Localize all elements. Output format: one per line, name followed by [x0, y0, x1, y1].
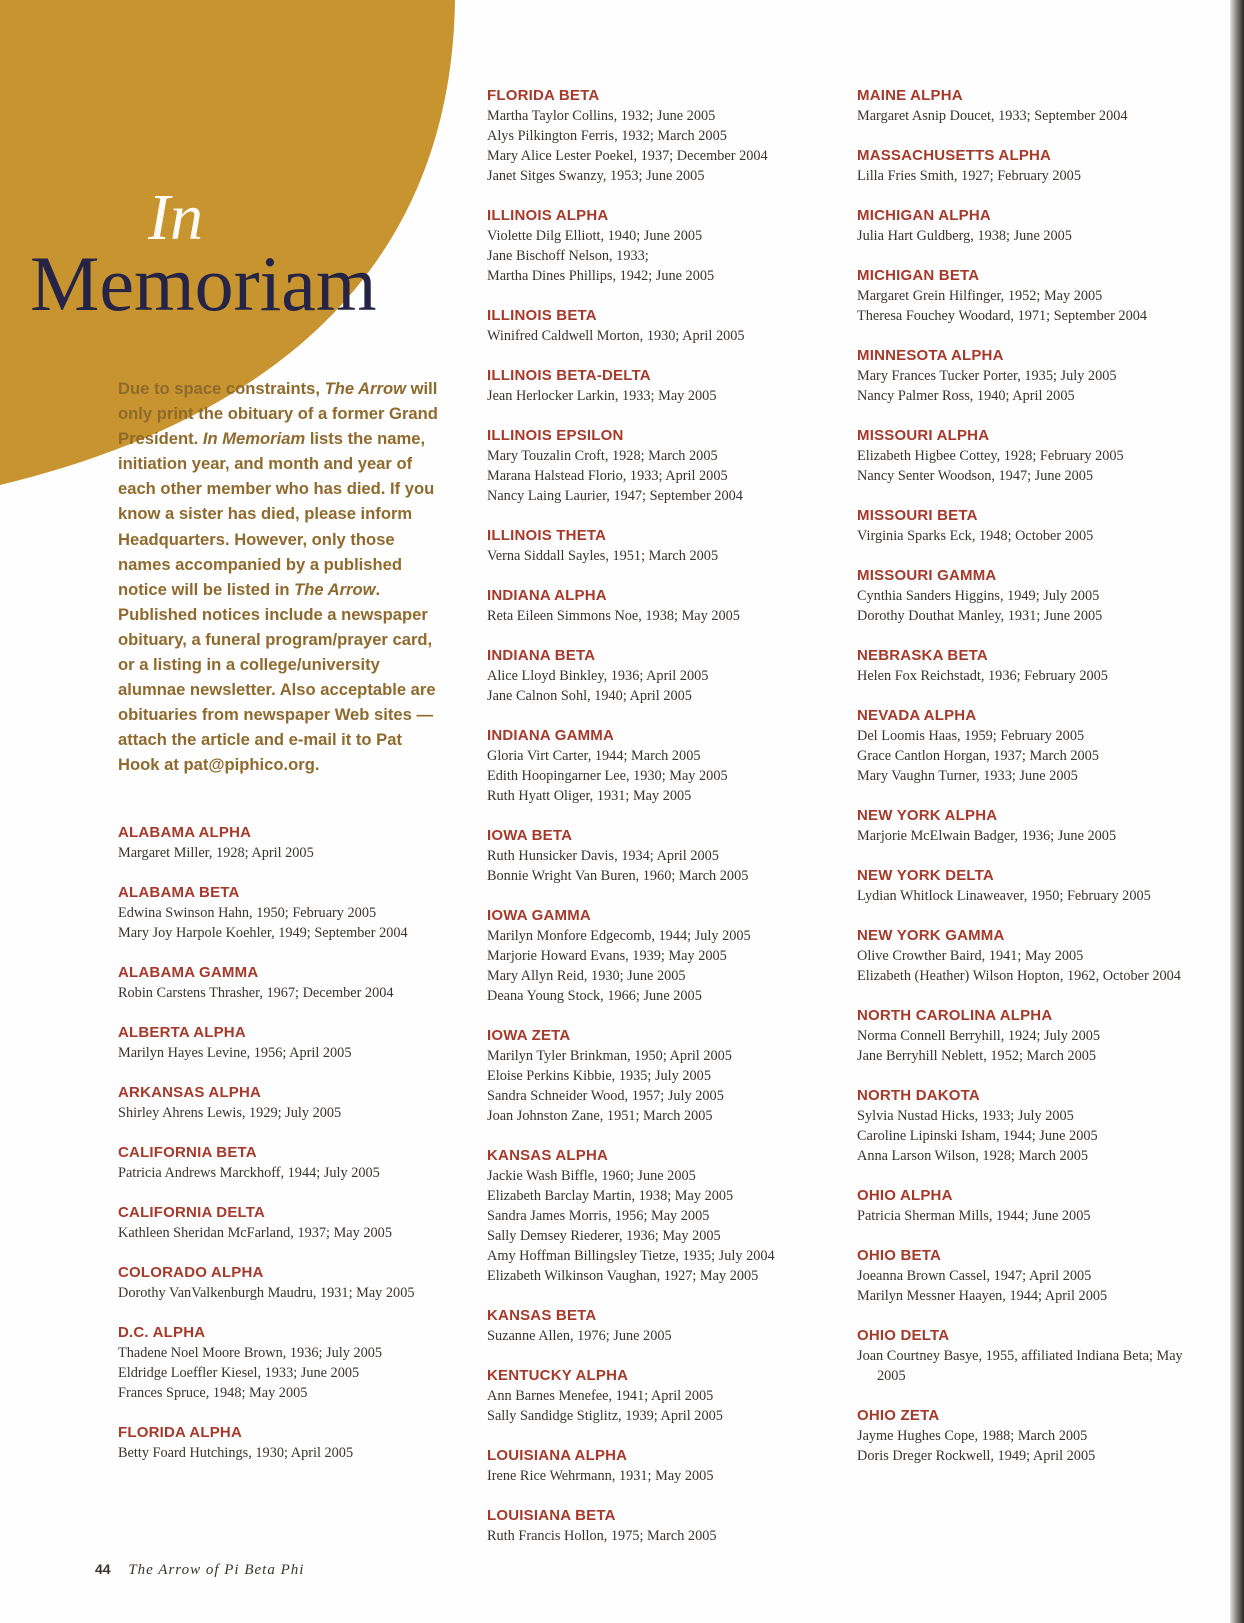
chapter-block: [857, 1246, 1207, 1306]
member-entry: Mary Vaughn Turner, 1933; June 2005: [857, 768, 1078, 784]
member-entry: Frances Spruce, 1948; May 2005: [118, 1385, 308, 1401]
member-entry: Joan Courtney Basye, 1955, affiliated Indiana Beta; May 2005: [857, 1348, 1183, 1384]
chapter-block: [857, 266, 1207, 326]
chapter-name: MICHIGAN BETA: [857, 267, 980, 284]
member-entry: Anna Larson Wilson, 1928; March 2005: [857, 1148, 1089, 1164]
chapter-block: [487, 1146, 837, 1286]
chapter-block: [118, 1023, 468, 1063]
chapter-block: [118, 883, 468, 943]
chapter-name: MISSOURI ALPHA: [857, 427, 990, 444]
member-entry: Ruth Hyatt Oliger, 1931; May 2005: [487, 788, 692, 804]
chapter-name: NEW YORK ALPHA: [857, 807, 998, 824]
member-entry: Elizabeth Higbee Cottey, 1928; February 2005: [857, 448, 1124, 464]
member-entry: Dorothy Douthat Manley, 1931; June 2005: [857, 608, 1103, 624]
member-entry: Sally Demsey Riederer, 1936; May 2005: [487, 1228, 721, 1244]
chapter-name: CALIFORNIA DELTA: [118, 1204, 266, 1221]
chapter-name: ILLINOIS BETA: [487, 307, 597, 324]
chapter-name: NORTH CAROLINA ALPHA: [857, 1007, 1053, 1024]
chapter-name: ALABAMA BETA: [118, 884, 240, 901]
member-entry: Marilyn Hayes Levine, 1956; April 2005: [118, 1045, 352, 1061]
member-entry: Marilyn Messner Haayen, 1944; April 2005: [857, 1288, 1108, 1304]
chapter-block: [857, 646, 1207, 686]
chapter-name: MAINE ALPHA: [857, 87, 963, 104]
member-entry: Cynthia Sanders Higgins, 1949; July 2005: [857, 588, 1100, 604]
chapter-block: [487, 1446, 837, 1486]
intro-text-4: . Published notices include a newspaper obituary, a funeral program/prayer card, or a listing in a college/university alumnae newsletter. Also acceptable are obituaries from newspaper Web sites — attach the article and e-mail it to Pat Hook at pat@piphico.org.: [118, 579, 436, 775]
member-entry: Sylvia Nustad Hicks, 1933; July 2005: [857, 1108, 1074, 1124]
member-entry: Suzanne Allen, 1976; June 2005: [487, 1328, 672, 1344]
member-entry: Olive Crowther Baird, 1941; May 2005: [857, 948, 1084, 964]
member-entry: Jayme Hughes Cope, 1988; March 2005: [857, 1428, 1088, 1444]
chapter-name: KANSAS ALPHA: [487, 1147, 609, 1164]
member-entry: Alice Lloyd Binkley, 1936; April 2005: [487, 668, 709, 684]
chapter-name: FLORIDA BETA: [487, 87, 600, 104]
chapter-block: [487, 1366, 837, 1426]
member-entry: Winifred Caldwell Morton, 1930; April 2005: [487, 328, 745, 344]
member-entry: Joeanna Brown Cassel, 1947; April 2005: [857, 1268, 1092, 1284]
chapter-block: [857, 806, 1207, 846]
chapter-name: D.C. ALPHA: [118, 1324, 206, 1341]
chapter-name: ALBERTA ALPHA: [118, 1024, 246, 1041]
chapter-name: IOWA GAMMA: [487, 907, 591, 924]
member-entry: Lydian Whitlock Linaweaver, 1950; February 2005: [857, 888, 1151, 904]
chapter-name: OHIO ZETA: [857, 1407, 940, 1424]
chapter-name: IOWA BETA: [487, 827, 573, 844]
chapter-name: ALABAMA ALPHA: [118, 824, 252, 841]
member-entry: Edwina Swinson Hahn, 1950; February 2005: [118, 905, 377, 921]
page-number: 44: [95, 1561, 111, 1577]
chapter-block: [857, 926, 1207, 986]
member-entry: Virginia Sparks Eck, 1948; October 2005: [857, 528, 1094, 544]
member-entry: Sandra Schneider Wood, 1957; July 2005: [487, 1088, 724, 1104]
memorial-column-1: [118, 823, 468, 1483]
member-entry: Marilyn Monfore Edgecomb, 1944; July 2005: [487, 928, 751, 944]
chapter-name: MINNESOTA ALPHA: [857, 347, 1004, 364]
chapter-block: [487, 86, 837, 186]
chapter-name: OHIO DELTA: [857, 1327, 950, 1344]
chapter-block: [118, 1083, 468, 1123]
chapter-block: [487, 646, 837, 706]
chapter-block: [118, 1143, 468, 1183]
chapter-name: INDIANA GAMMA: [487, 727, 615, 744]
member-entry: Jean Herlocker Larkin, 1933; May 2005: [487, 388, 717, 404]
chapter-block: [857, 506, 1207, 546]
chapter-name: MISSOURI BETA: [857, 507, 978, 524]
member-entry: Norma Connell Berryhill, 1924; July 2005: [857, 1028, 1101, 1044]
chapter-name: LOUISIANA BETA: [487, 1507, 616, 1524]
member-entry: Dorothy VanValkenburgh Maudru, 1931; May 2005: [118, 1285, 415, 1301]
member-entry: Violette Dilg Elliott, 1940; June 2005: [487, 228, 703, 244]
member-entry: Doris Dreger Rockwell, 1949; April 2005: [857, 1448, 1096, 1464]
chapter-block: [857, 1406, 1207, 1466]
member-entry: Irene Rice Wehrmann, 1931; May 2005: [487, 1468, 714, 1484]
chapter-block: [487, 586, 837, 626]
member-entry: Caroline Lipinski Isham, 1944; June 2005: [857, 1128, 1098, 1144]
chapter-name: ILLINOIS EPSILON: [487, 427, 624, 444]
chapter-name: INDIANA ALPHA: [487, 587, 607, 604]
member-entry: Janet Sitges Swanzy, 1953; June 2005: [487, 168, 705, 184]
chapter-block: [857, 86, 1207, 126]
intro-italic-in-memoriam: In Memoriam: [202, 429, 306, 449]
memorial-column-2: [487, 86, 837, 1566]
chapter-name: FLORIDA ALPHA: [118, 1424, 242, 1441]
member-entry: Shirley Ahrens Lewis, 1929; July 2005: [118, 1105, 342, 1121]
member-entry: Sandra James Morris, 1956; May 2005: [487, 1208, 710, 1224]
chapter-name: ILLINOIS BETA-DELTA: [487, 367, 651, 384]
member-entry: Nancy Laing Laurier, 1947; September 2004: [487, 488, 743, 504]
chapter-block: [857, 146, 1207, 186]
member-entry: Margaret Miller, 1928; April 2005: [118, 845, 314, 861]
chapter-block: [487, 366, 837, 406]
chapter-name: OHIO ALPHA: [857, 1187, 953, 1204]
chapter-block: [857, 1326, 1207, 1386]
chapter-block: [487, 1026, 837, 1126]
member-entry: Ann Barnes Menefee, 1941; April 2005: [487, 1388, 714, 1404]
member-entry: Elizabeth (Heather) Wilson Hopton, 1962, October 2004: [857, 968, 1181, 984]
member-entry: Jackie Wash Biffle, 1960; June 2005: [487, 1168, 696, 1184]
intro-text-2: will only print the obituary of a former Grand President.: [118, 379, 438, 449]
member-entry: Elizabeth Barclay Martin, 1938; May 2005: [487, 1188, 734, 1204]
member-entry: Joan Johnston Zane, 1951; March 2005: [487, 1108, 713, 1124]
member-entry: Sally Sandidge Stiglitz, 1939; April 2005: [487, 1408, 723, 1424]
chapter-name: KENTUCKY ALPHA: [487, 1367, 629, 1384]
member-entry: Patricia Sherman Mills, 1944; June 2005: [857, 1208, 1091, 1224]
chapter-name: COLORADO ALPHA: [118, 1264, 264, 1281]
intro-text-1: Due to space constraints,: [118, 379, 325, 398]
chapter-name: ILLINOIS THETA: [487, 527, 607, 544]
chapter-name: INDIANA BETA: [487, 647, 596, 664]
chapter-name: NEW YORK GAMMA: [857, 927, 1005, 944]
member-entry: Helen Fox Reichstadt, 1936; February 2005: [857, 668, 1108, 684]
chapter-name: MASSACHUSETTS ALPHA: [857, 147, 1052, 164]
member-entry: Marjorie McElwain Badger, 1936; June 2005: [857, 828, 1117, 844]
chapter-name: LOUISIANA ALPHA: [487, 1447, 628, 1464]
intro-text-3: lists the name, initiation year, and month and year of each other member who has died. If you know a sister has died, please inform Headquarters. However, only those names accompanied by a published notice will be listed in: [118, 429, 435, 599]
chapter-name: NEW YORK DELTA: [857, 867, 994, 884]
chapter-block: [857, 206, 1207, 246]
chapter-block: [487, 426, 837, 506]
member-entry: Marjorie Howard Evans, 1939; May 2005: [487, 948, 727, 964]
member-entry: Jane Calnon Sohl, 1940; April 2005: [487, 688, 692, 704]
member-entry: Margaret Asnip Doucet, 1933; September 2004: [857, 108, 1128, 124]
member-entry: Margaret Grein Hilfinger, 1952; May 2005: [857, 288, 1103, 304]
chapter-block: [857, 346, 1207, 406]
member-entry: Mary Allyn Reid, 1930; June 2005: [487, 968, 686, 984]
chapter-name: IOWA ZETA: [487, 1027, 571, 1044]
chapter-name: KANSAS BETA: [487, 1307, 597, 1324]
chapter-block: [487, 726, 837, 806]
intro-italic-the-arrow: The Arrow: [324, 379, 406, 398]
member-entry: Nancy Palmer Ross, 1940; April 2005: [857, 388, 1075, 404]
publication-title: The Arrow of Pi Beta Phi: [128, 1562, 305, 1578]
chapter-block: [857, 1086, 1207, 1166]
chapter-block: [487, 1506, 837, 1546]
chapter-block: [487, 526, 837, 566]
member-entry: Elizabeth Wilkinson Vaughan, 1927; May 2005: [487, 1268, 759, 1284]
chapter-name: ILLINOIS ALPHA: [487, 207, 609, 224]
chapter-name: CALIFORNIA BETA: [118, 1144, 257, 1161]
memorial-column-3: [857, 86, 1207, 1486]
title-in: In: [148, 181, 203, 254]
member-entry: Deana Young Stock, 1966; June 2005: [487, 988, 702, 1004]
chapter-name: MICHIGAN ALPHA: [857, 207, 991, 224]
chapter-block: [118, 1423, 468, 1463]
member-entry: Bonnie Wright Van Buren, 1960; March 2005: [487, 868, 749, 884]
member-entry: Jane Bischoff Nelson, 1933;: [487, 248, 649, 264]
chapter-name: NEVADA ALPHA: [857, 707, 977, 724]
member-entry: Del Loomis Haas, 1959; February 2005: [857, 728, 1085, 744]
member-entry: Grace Cantlon Horgan, 1937; March 2005: [857, 748, 1099, 764]
member-entry: Julia Hart Guldberg, 1938; June 2005: [857, 228, 1072, 244]
chapter-block: [487, 206, 837, 286]
page-footer: [95, 1561, 304, 1579]
member-entry: Eldridge Loeffler Kiesel, 1933; June 2005: [118, 1365, 360, 1381]
page-title: [30, 181, 460, 327]
chapter-name: ALABAMA GAMMA: [118, 964, 259, 981]
member-entry: Theresa Fouchey Woodard, 1971; September 2004: [857, 308, 1148, 324]
member-entry: Mary Touzalin Croft, 1928; March 2005: [487, 448, 718, 464]
chapter-name: ARKANSAS ALPHA: [118, 1084, 262, 1101]
chapter-name: OHIO BETA: [857, 1247, 942, 1264]
chapter-name: NEBRASKA BETA: [857, 647, 988, 664]
member-entry: Ruth Francis Hollon, 1975; March 2005: [487, 1528, 717, 1544]
chapter-block: [118, 1203, 468, 1243]
member-entry: Jane Berryhill Neblett, 1952; March 2005: [857, 1048, 1097, 1064]
member-entry: Betty Foard Hutchings, 1930; April 2005: [118, 1445, 354, 1461]
chapter-block: [487, 1306, 837, 1346]
member-entry: Mary Joy Harpole Koehler, 1949; September 2004: [118, 925, 408, 941]
member-entry: Nancy Senter Woodson, 1947; June 2005: [857, 468, 1094, 484]
chapter-block: [487, 306, 837, 346]
member-entry: Martha Taylor Collins, 1932; June 2005: [487, 108, 716, 124]
member-entry: Robin Carstens Thrasher, 1967; December 2004: [118, 985, 394, 1001]
member-entry: Eloise Perkins Kibbie, 1935; July 2005: [487, 1068, 711, 1084]
member-entry: Lilla Fries Smith, 1927; February 2005: [857, 168, 1081, 184]
member-entry: Edith Hoopingarner Lee, 1930; May 2005: [487, 768, 728, 784]
member-entry: Ruth Hunsicker Davis, 1934; April 2005: [487, 848, 719, 864]
chapter-name: NORTH DAKOTA: [857, 1087, 980, 1104]
member-entry: Reta Eileen Simmons Noe, 1938; May 2005: [487, 608, 740, 624]
chapter-block: [118, 963, 468, 1003]
chapter-block: [118, 1323, 468, 1403]
member-entry: Martha Dines Phillips, 1942; June 2005: [487, 268, 715, 284]
chapter-block: [857, 706, 1207, 786]
member-entry: Gloria Virt Carter, 1944; March 2005: [487, 748, 701, 764]
title-memoriam: Memoriam: [30, 240, 377, 327]
member-entry: Verna Siddall Sayles, 1951; March 2005: [487, 548, 719, 564]
member-entry: Marilyn Tyler Brinkman, 1950; April 2005: [487, 1048, 732, 1064]
member-entry: Alys Pilkington Ferris, 1932; March 2005: [487, 128, 727, 144]
intro-paragraph: [118, 376, 448, 778]
intro-italic-the-arrow-2: The Arrow: [294, 579, 376, 599]
member-entry: Kathleen Sheridan McFarland, 1937; May 2005: [118, 1225, 392, 1241]
member-entry: Amy Hoffman Billingsley Tietze, 1935; July 2004: [487, 1248, 775, 1264]
member-entry: Mary Frances Tucker Porter, 1935; July 2005: [857, 368, 1117, 384]
chapter-name: MISSOURI GAMMA: [857, 567, 997, 584]
chapter-block: [118, 823, 468, 863]
chapter-block: [857, 426, 1207, 486]
chapter-block: [487, 826, 837, 886]
member-entry: Marana Halstead Florio, 1933; April 2005: [487, 468, 728, 484]
chapter-block: [857, 566, 1207, 626]
chapter-block: [487, 906, 837, 1006]
page-binding-edge: [1230, 0, 1244, 1623]
member-entry: Mary Alice Lester Poekel, 1937; December 2004: [487, 148, 768, 164]
chapter-block: [857, 1186, 1207, 1226]
member-entry: Patricia Andrews Marckhoff, 1944; July 2005: [118, 1165, 380, 1181]
chapter-block: [118, 1263, 468, 1303]
chapter-block: [857, 1006, 1207, 1066]
chapter-block: [857, 866, 1207, 906]
member-entry: Thadene Noel Moore Brown, 1936; July 2005: [118, 1345, 383, 1361]
